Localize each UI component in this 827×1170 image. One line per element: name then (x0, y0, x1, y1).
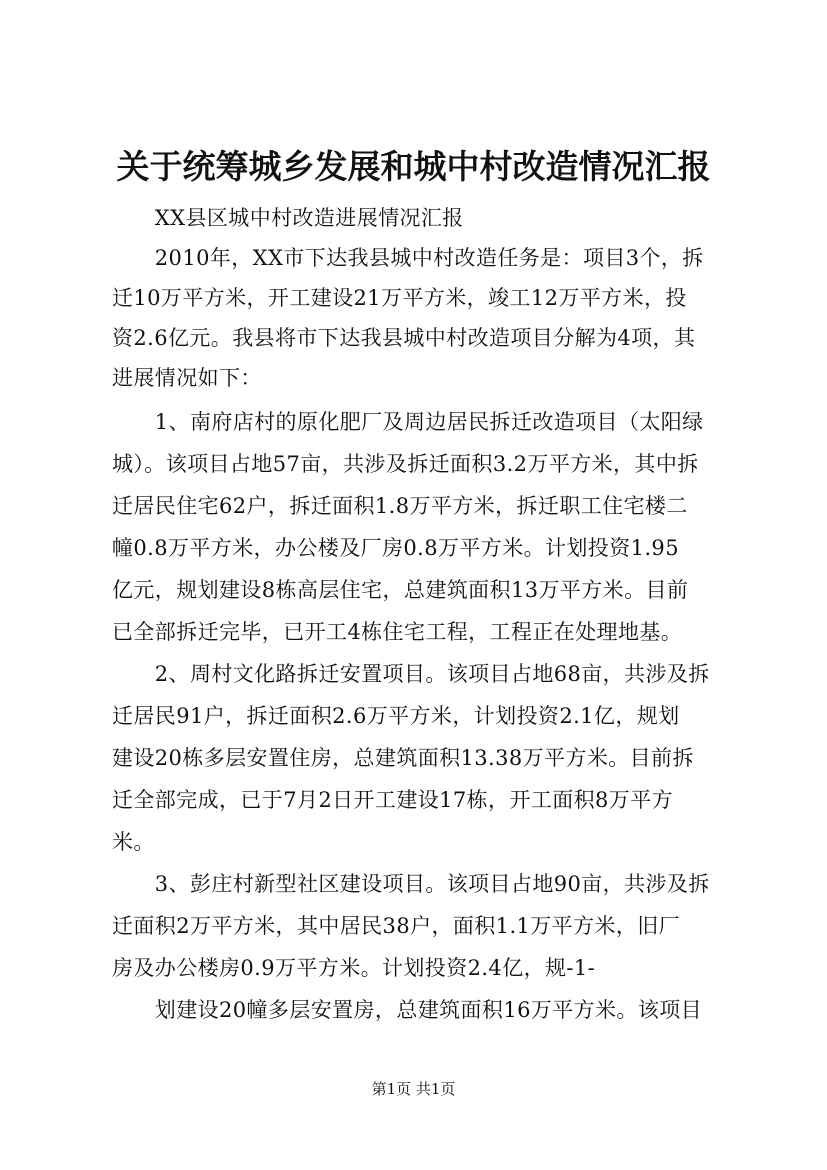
body-line-1: XX县区城中村改造进展情况汇报 (112, 206, 464, 230)
body-line-4: 资2.6亿元。我县将市下达我县城中村改造项目分解为4项，其 (112, 326, 696, 350)
body-line-3: 迁10万平方米，开工建设21万平方米，竣工12万平方米，投 (112, 286, 687, 310)
body-line-14: 建设20栋多层安置住房，总建筑面积13.38万平方米。目前拆 (112, 746, 694, 770)
document-title: 关于统筹城乡发展和城中村改造情况汇报 (116, 147, 711, 186)
body-line-18: 迁面积2万平方米，其中居民38户，面积1.1万平方米，旧厂 (112, 914, 681, 938)
body-line-13: 迁居民91户，拆迁面积2.6万平方米，计划投资2.1亿，规划 (112, 704, 680, 728)
page-footer: 第1页 共1页 (371, 1080, 456, 1098)
body-line-9: 幢0.8万平方米，办公楼及厂房0.8万平方米。计划投资1.95 (112, 536, 679, 560)
body-line-15: 迁全部完成，已于7月2日开工建设17栋，开工面积8万平方 (112, 788, 674, 812)
body-line-17: 3、彭庄村新型社区建设项目。该项目占地90亩，共涉及拆 (112, 872, 710, 896)
body-line-5: 进展情况如下： (112, 366, 262, 390)
body-line-7: 城）。该项目占地57亩，共涉及拆迁面积3.2万平方米，其中拆 (112, 452, 699, 476)
body-line-2: 2010年，XX市下达我县城中村改造任务是：项目3个，拆 (112, 246, 704, 270)
body-line-20: 划建设20幢多层安置房，总建筑面积16万平方米。该项目 (112, 998, 703, 1022)
body-line-6: 1、南府店村的原化肥厂及周边居民拆迁改造项目（太阳绿 (112, 410, 704, 434)
body-line-19: 房及办公楼房0.9万平方米。计划投资2.4亿，规-1- (112, 956, 596, 980)
body-line-10: 亿元，规划建设8栋高层住宅，总建筑面积13万平方米。目前 (112, 578, 689, 602)
body-line-8: 迁居民住宅62户，拆迁面积1.8万平方米，拆迁职工住宅楼二 (112, 494, 688, 518)
body-line-16: 米。 (112, 830, 155, 854)
body-line-11: 已全部拆迁完毕，已开工4栋住宅工程，工程正在处理地基。 (112, 620, 683, 644)
body-line-12: 2、周村文化路拆迁安置项目。该项目占地68亩，共涉及拆 (112, 662, 710, 686)
